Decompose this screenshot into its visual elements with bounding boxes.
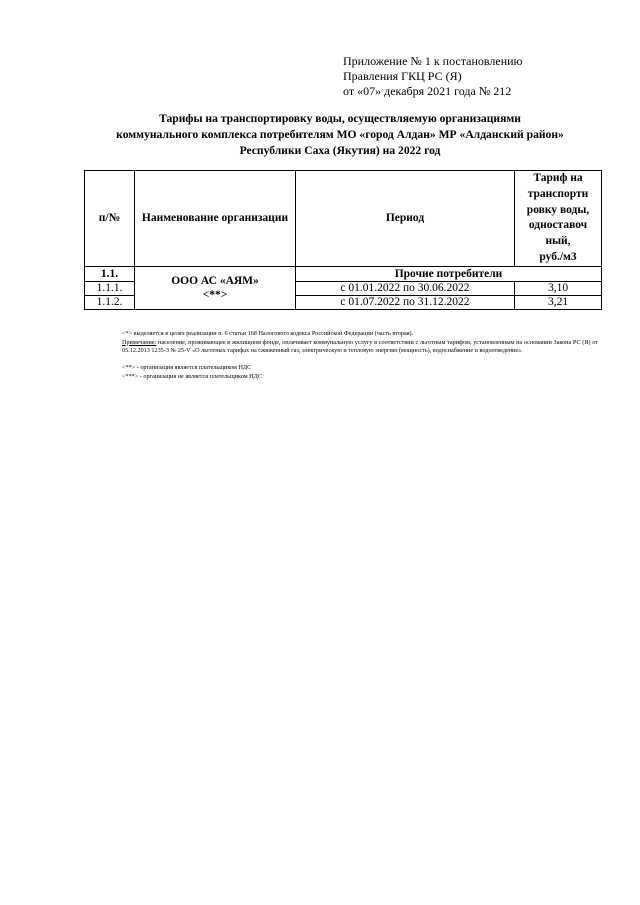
title-line-3: Республики Саха (Якутия) на 2022 год [239,144,441,157]
row-period: с 01.07.2022 по 31.12.2022 [296,295,515,309]
section-num: 1.1. [85,266,135,281]
org-name: ООО АС «АЯМ» [171,274,259,287]
title-line-1: Тарифы на транспортировку воды, осуществляемую организациями [159,112,521,125]
header-tariff [515,171,602,267]
document-title [60,111,620,159]
spacer [122,356,598,364]
table-section-row [85,266,602,281]
header-period: Период [296,171,515,267]
row-period: с 01.01.2022 по 30.06.2022 [296,281,515,295]
header-tariff-line: Тариф на [533,172,583,184]
table-header-row [85,171,602,267]
row-num: 1.1.2. [85,295,135,309]
header-tariff-line: транспорти [527,187,589,200]
footnote-vat-payer: <**> - организация является плательщиком НДС [122,364,252,372]
header-tariff-line: одноставоч [528,219,588,232]
appendix-header [343,54,633,99]
title-line-2: коммунального комплекса потребителям МО «город Алдан» МР «Алданский район» [116,128,564,141]
header-tariff-line: руб./м3 [539,250,577,263]
remark-label: Примечание: [122,338,157,346]
section-label: Прочие потребители [296,266,602,281]
org-vat-mark: <**> [202,288,228,301]
footnote-not-vat-payer: <***> - организация не является плательщиком НДС [122,372,262,380]
header-tariff-line: ный, [545,235,571,248]
row-num: 1.1.1. [85,281,135,295]
footnote-remark [122,339,598,356]
header-num: п/№ [85,171,135,267]
row-tariff: 3,10 [515,281,602,295]
appendix-line-2: Правления ГКЦ РС (Я) [343,69,462,83]
header-tariff-line: ровку воды, [526,203,590,216]
footnotes [122,330,598,382]
footnote-vat: <*> выделяется в целях реализации п. 6 статьи 168 Налогового кодекса Российской Федерации (часть вторая). [122,330,414,337]
remark-text: население, проживающее в жилищном фонде, оплачивает коммунальную услугу в соответствии с льготным тарифом, установленным на основании Закона РС (Я) от 05.12.2013 1235-З № 25-V «О льготных тарифах на сжиженный газ, электрическую и тепловую энергию (мощность), водоснабжение и водоотведение». [122,338,598,355]
header-org: Наименование организации [135,171,296,267]
tariff-table [84,170,602,310]
appendix-line-1: Приложение № 1 к постановлению [343,54,523,68]
org-cell [135,266,296,309]
row-tariff: 3,21 [515,295,602,309]
appendix-line-3: от «07» декабря 2021 года № 212 [343,84,512,98]
